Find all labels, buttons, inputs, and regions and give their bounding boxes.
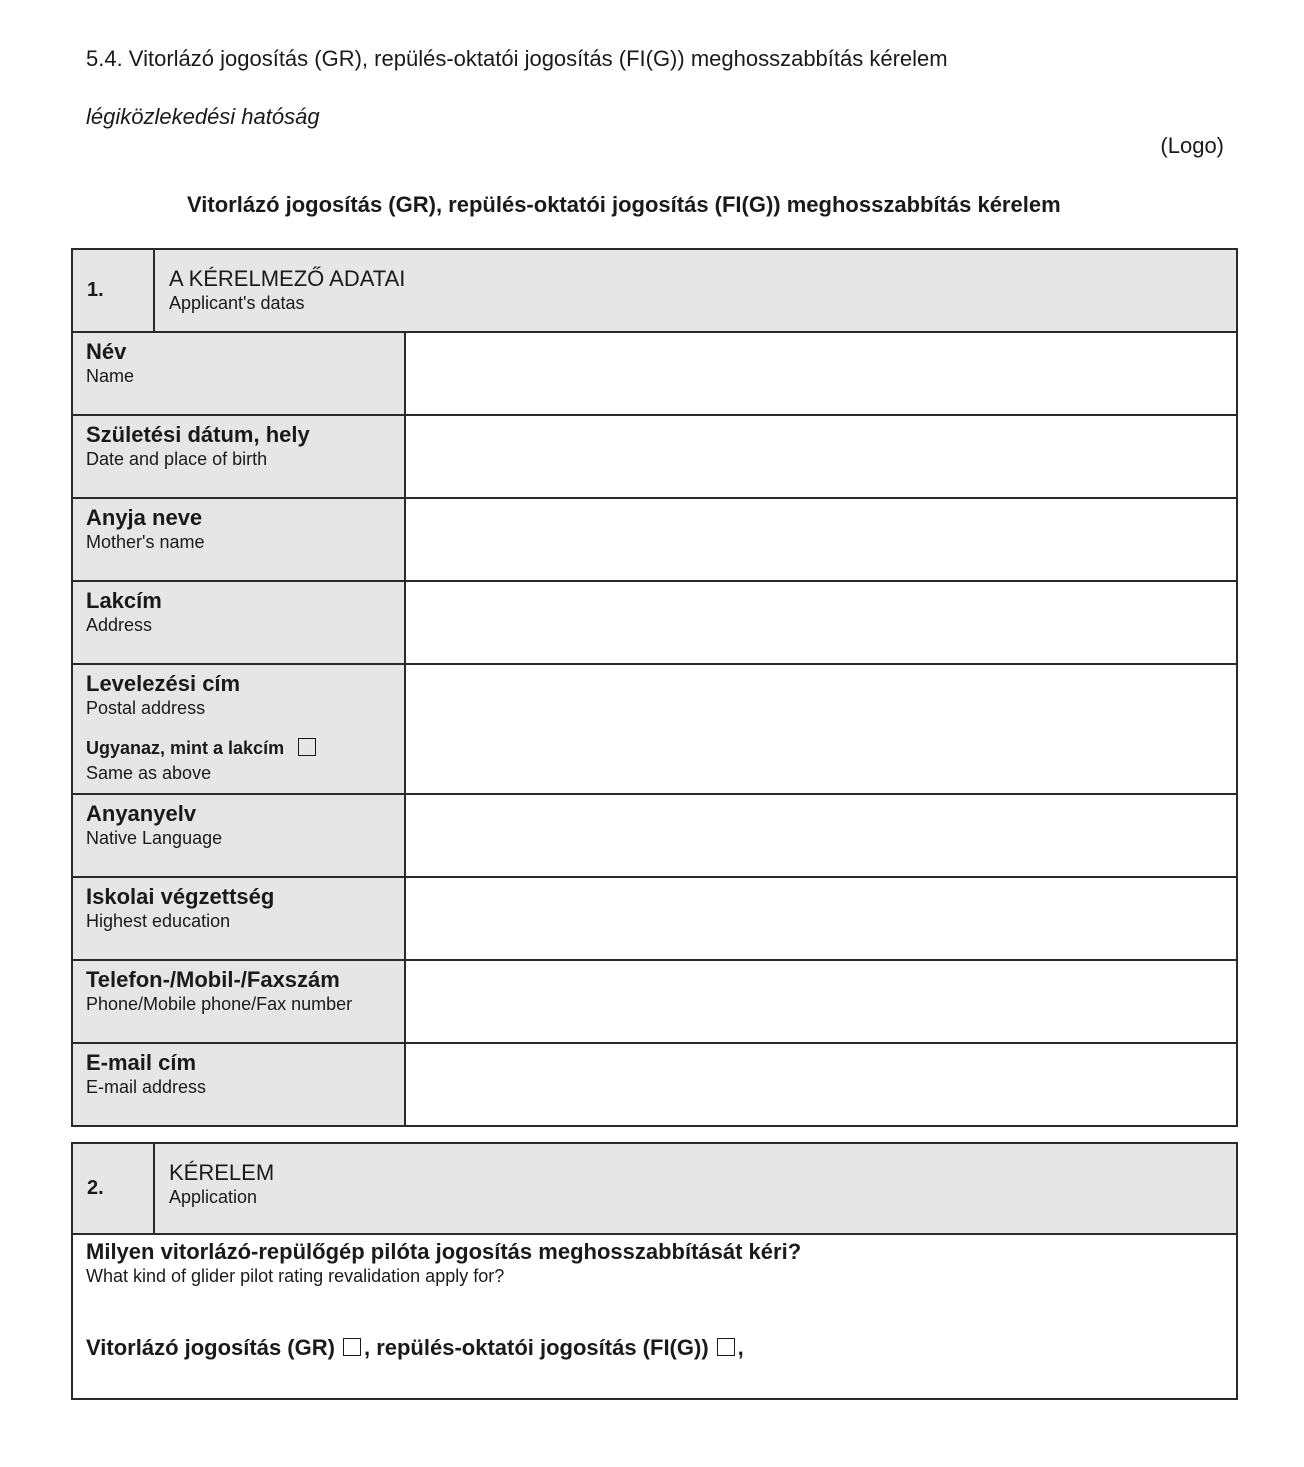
section1-number: 1.: [72, 249, 154, 332]
form-title: Vitorlázó jogosítás (GR), repülés-oktatói jogosítás (FI(G)) meghosszabbítás kérelem: [187, 192, 1061, 217]
field-label-mothers-name: [72, 498, 405, 581]
option-trailing: ,: [737, 1335, 744, 1360]
field-label-hu: E-mail cím: [86, 1050, 197, 1075]
section1-heading: [154, 249, 1237, 332]
same-as-address-option: [86, 737, 404, 759]
education-input[interactable]: [405, 877, 1237, 960]
field-label-hu: Lakcím: [86, 588, 162, 613]
section1-header: [72, 249, 1237, 332]
logo-placeholder: (Logo): [1160, 133, 1224, 158]
field-label-hu: Levelezési cím: [86, 671, 241, 696]
field-label-native-language: [72, 794, 405, 877]
field-label-en: Highest education: [86, 911, 231, 931]
field-label-name: [72, 332, 405, 415]
phone-input[interactable]: [405, 960, 1237, 1043]
field-label-en: Address: [86, 615, 153, 635]
field-label-hu: Telefon-/Mobil-/Faxszám: [86, 967, 340, 992]
authority-name: légiközlekedési hatóság: [86, 104, 320, 129]
field-row-education: [72, 877, 1237, 960]
field-label-hu: Anyja neve: [86, 505, 203, 530]
document-heading: 5.4. Vitorlázó jogosítás (GR), repülés-oktatói jogosítás (FI(G)) meghosszabbítás kérelem: [86, 46, 948, 71]
same-as-address-label: Ugyanaz, mint a lakcím: [86, 738, 285, 758]
option-gr-checkbox[interactable]: [343, 1338, 361, 1356]
applicant-data-table: [71, 248, 1238, 1127]
field-label-email: [72, 1043, 405, 1126]
field-label-en: Date and place of birth: [86, 449, 268, 469]
birth-date-place-input[interactable]: [405, 415, 1237, 498]
field-label-birth: [72, 415, 405, 498]
option-fi-checkbox[interactable]: [717, 1338, 735, 1356]
field-label-en: E-mail address: [86, 1077, 207, 1097]
field-row-email: [72, 1043, 1237, 1126]
section2-heading: [154, 1143, 1237, 1234]
rating-options: [86, 1335, 1236, 1361]
field-row-mothers-name: [72, 498, 1237, 581]
field-row-address: [72, 581, 1237, 664]
email-input[interactable]: [405, 1043, 1237, 1126]
field-label-education: [72, 877, 405, 960]
same-as-address-checkbox[interactable]: [298, 738, 316, 756]
question-hu: Milyen vitorlázó-repülőgép pilóta jogosítás meghosszabbítását kéri?: [86, 1239, 802, 1264]
application-question: [72, 1234, 1237, 1399]
section2-number: 2.: [72, 1143, 154, 1234]
address-input[interactable]: [405, 581, 1237, 664]
field-label-hu: Név: [86, 339, 127, 364]
mothers-name-input[interactable]: [405, 498, 1237, 581]
section2-title: KÉRELEM: [169, 1160, 275, 1185]
question-en: What kind of glider pilot rating revalidation apply for?: [86, 1266, 505, 1286]
section2-header: [72, 1143, 1237, 1234]
field-label-en: Postal address: [86, 698, 206, 718]
field-label-en: Native Language: [86, 828, 223, 848]
application-table: [71, 1142, 1238, 1400]
section2-subtitle: Application: [169, 1187, 258, 1207]
postal-address-input[interactable]: [405, 664, 1237, 794]
option-fi-label: repülés-oktatói jogosítás (FI(G)): [376, 1335, 709, 1360]
application-question-row: [72, 1234, 1237, 1399]
option-separator: ,: [363, 1335, 377, 1360]
name-input[interactable]: [405, 332, 1237, 415]
field-label-en: Mother's name: [86, 532, 205, 552]
same-as-address-label-en: Same as above: [86, 763, 212, 783]
field-label-postal-address: [72, 664, 405, 794]
field-row-name: [72, 332, 1237, 415]
field-label-address: [72, 581, 405, 664]
field-row-phone: [72, 960, 1237, 1043]
section1-subtitle: Applicant's datas: [169, 293, 305, 313]
option-gr-label: Vitorlázó jogosítás (GR): [86, 1335, 335, 1360]
native-language-input[interactable]: [405, 794, 1237, 877]
field-row-birth: [72, 415, 1237, 498]
field-label-phone: [72, 960, 405, 1043]
section1-title: A KÉRELMEZŐ ADATAI: [169, 266, 406, 291]
field-label-en: Phone/Mobile phone/Fax number: [86, 994, 353, 1014]
field-label-hu: Születési dátum, hely: [86, 422, 310, 447]
field-label-en: Name: [86, 366, 135, 386]
field-row-postal-address: [72, 664, 1237, 794]
field-label-hu: Iskolai végzettség: [86, 884, 275, 909]
field-row-native-language: [72, 794, 1237, 877]
field-label-hu: Anyanyelv: [86, 801, 197, 826]
